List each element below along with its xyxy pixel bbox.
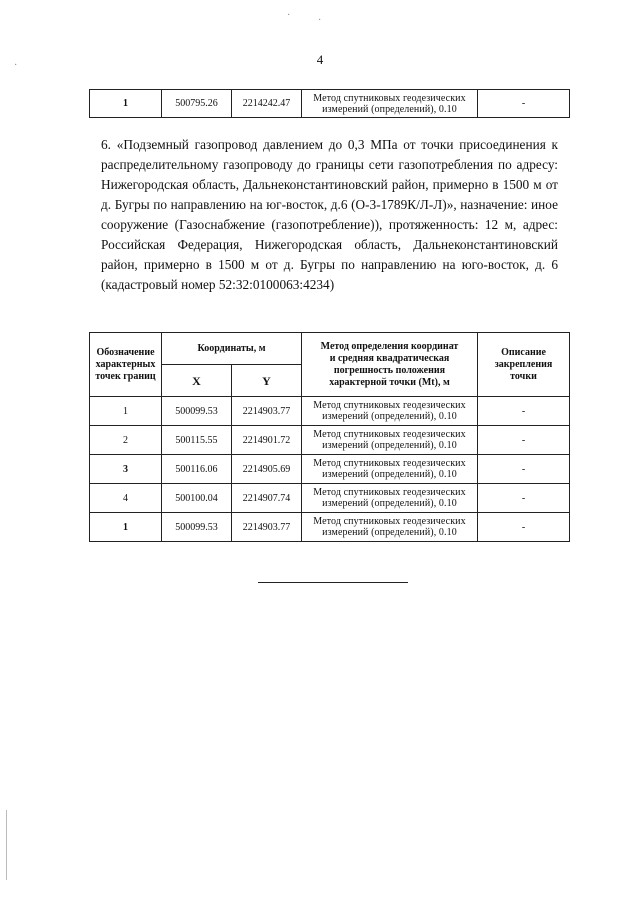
x-cell: 500795.26 [162,90,232,118]
table-row [90,397,570,426]
method-cell [302,484,478,513]
description-header-line-2: закрепления [494,358,553,370]
method-header-line-1: Метод определения координат [320,340,459,352]
y-cell: 2214907.74 [232,484,302,513]
point-cell: 4 [90,484,162,513]
y-cell: 2214905.69 [232,455,302,484]
method-line-1: Метод спутниковых геодезических [313,92,466,104]
page-number: 4 [316,52,324,67]
method-header-line-3: погрешность положения [333,364,446,376]
description-header-line-3: точки [510,370,537,382]
method-cell [302,397,478,426]
method-line-2: измерений (определений), 0.10 [322,103,457,115]
table-row [90,426,570,455]
y-cell: 2214242.47 [232,90,302,118]
method-cell [302,90,478,118]
scan-speck: · [14,60,18,71]
method-line-1: Метод спутниковых геодезических [313,458,466,469]
y-header: Y [232,365,302,397]
designation-header-line-1: Обозначение [96,346,155,358]
method-header [302,333,478,397]
method-line-1: Метод спутниковых геодезических [313,516,466,527]
scan-edge-line [6,810,7,880]
scan-speck: · [318,15,322,26]
table-row [90,484,570,513]
method-line-1: Метод спутниковых геодезических [313,400,466,411]
method-line-1: Метод спутниковых геодезических [313,429,466,440]
table-row [90,90,570,118]
table-row [90,455,570,484]
method-header-line-4: характерной точки (Mt), м [329,376,450,388]
point-cell: 1 [90,397,162,426]
designation-header-line-3: точек границ [95,370,156,382]
method-cell [302,513,478,542]
top-coordinates-table [89,89,570,118]
description-header-line-1: Описание [501,346,546,358]
x-cell: 500099.53 [162,513,232,542]
x-header: X [162,365,232,397]
method-cell [302,426,478,455]
x-cell: 500099.53 [162,397,232,426]
designation-header-line-2: характерных [95,358,156,370]
point-cell: 3 [90,455,162,484]
point-cell: 2 [90,426,162,455]
method-cell [302,455,478,484]
scan-speck: · [287,10,291,21]
point-cell: 1 [90,513,162,542]
header-row [90,333,570,365]
description-cell: - [478,484,570,513]
description-cell: - [478,397,570,426]
y-cell: 2214903.77 [232,513,302,542]
method-header-line-2: и средняя квадратическая [329,352,450,364]
x-cell: 500100.04 [162,484,232,513]
object-description-paragraph: 6. «Подземный газопровод давлением до 0,3 МПа от точки присоединения к распределительному газопроводу до границы сети газопотребления по адресу: Нижегородская область, Дальнеконстантиновский район, примерно в 1500 м от д. Бугры по направлению на юг-восток, д.6 (О-3-1789К/Л-Л)», назначение: иное сооружение (Газоснабжение (газопотребление)), протяженность: 12 м, адрес: Российская Федерация, Нижегородская область, Дальнеконстантиновский район, примерно в 1500 м от д. Бугры по направлению на юго-восток, д. 6 (кадастровый номер 52:32:0100063:4234) [101,137,558,292]
separator-line [258,582,408,583]
method-line-2: измерений (определений), 0.10 [322,527,457,538]
x-cell: 500115.55 [162,426,232,455]
description-header [478,333,570,397]
description-cell: - [478,90,570,118]
x-cell: 500116.06 [162,455,232,484]
method-line-2: измерений (определений), 0.10 [322,469,457,480]
method-line-2: измерений (определений), 0.10 [322,498,457,509]
coordinates-header: Координаты, м [162,333,302,365]
description-cell: - [478,426,570,455]
table-row [90,513,570,542]
method-line-2: измерений (определений), 0.10 [322,440,457,451]
description-cell: - [478,513,570,542]
y-cell: 2214901.72 [232,426,302,455]
y-cell: 2214903.77 [232,397,302,426]
point-cell: 1 [90,90,162,118]
method-line-1: Метод спутниковых геодезических [313,487,466,498]
designation-header [90,333,162,397]
method-line-2: измерений (определений), 0.10 [322,411,457,422]
description-cell: - [478,455,570,484]
coordinates-table [89,332,570,542]
